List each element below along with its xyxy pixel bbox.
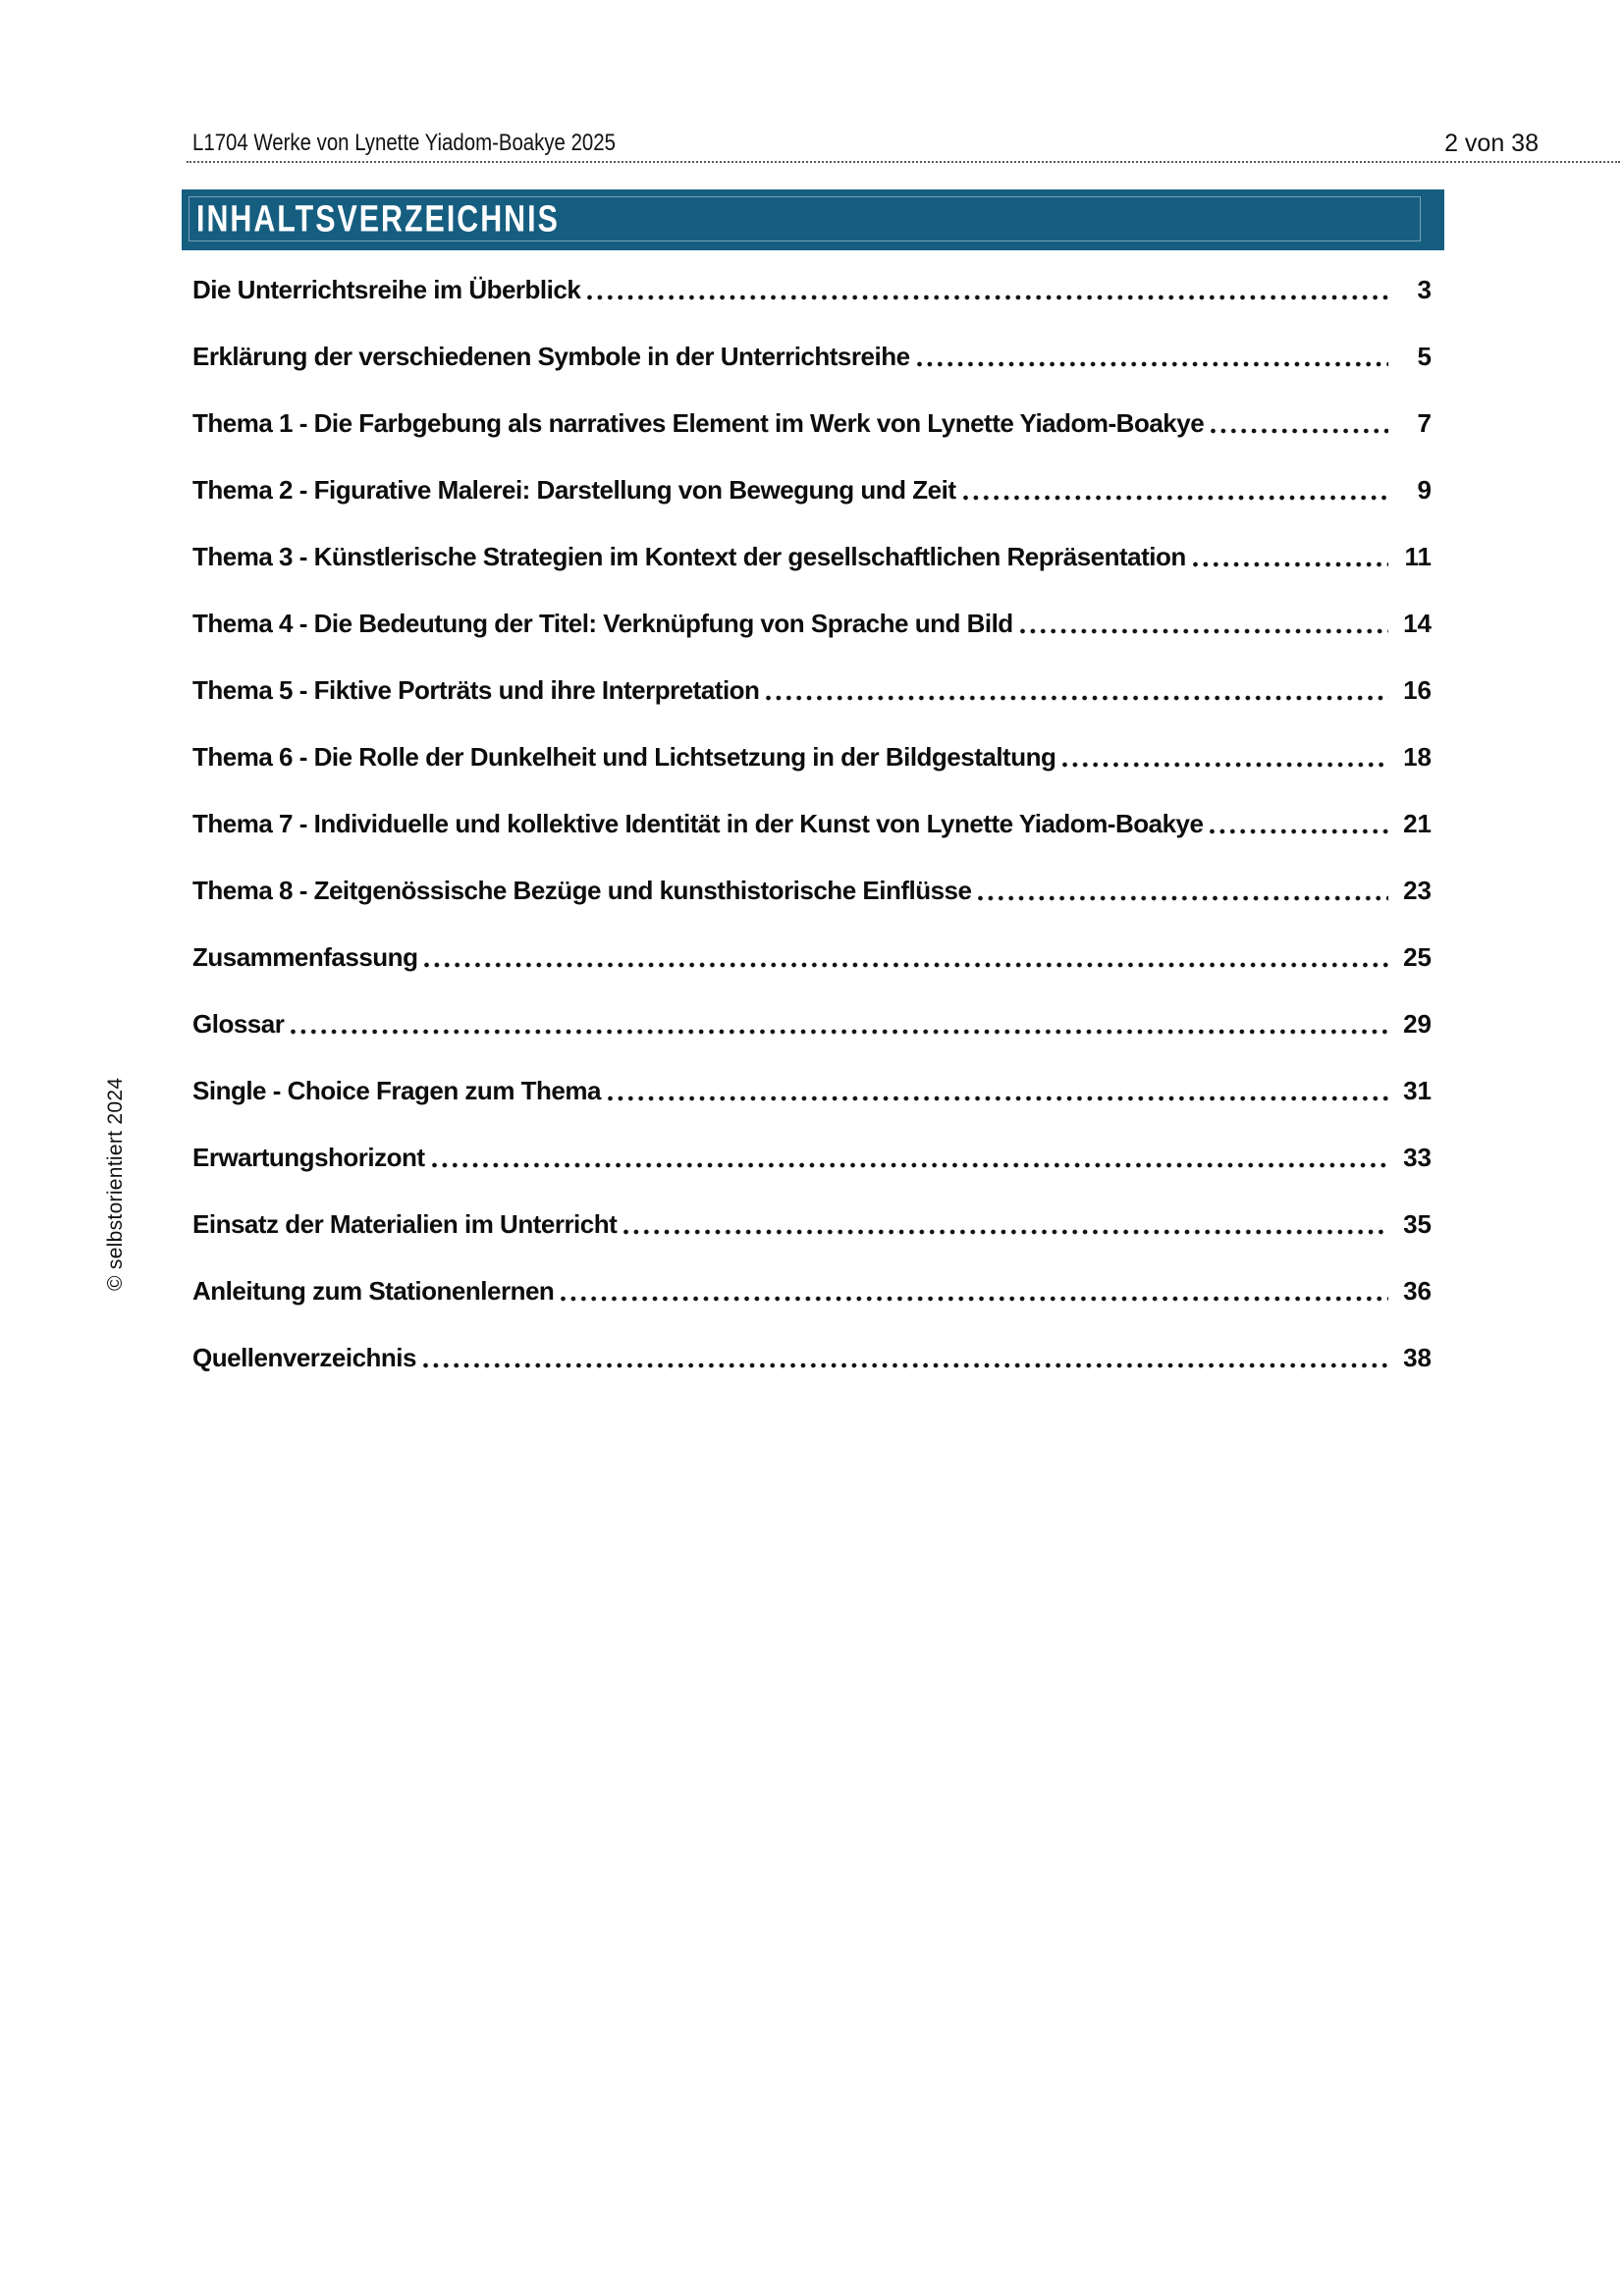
toc-entry-label: Thema 5 - Fiktive Porträts und ihre Interpretation — [192, 675, 760, 705]
toc-entry-page: 36 — [1403, 1276, 1432, 1306]
toc-entry[interactable] — [192, 340, 1432, 373]
toc-entry-page: 14 — [1403, 609, 1432, 638]
toc-entry-label: Single - Choice Fragen zum Thema — [192, 1076, 601, 1105]
toc-entry-page: 3 — [1417, 275, 1432, 304]
toc-entry[interactable] — [192, 607, 1432, 640]
header-doc-code: L1704 Werke von Lynette Yiadom-Boakye 2025 — [192, 130, 616, 156]
toc-entry-page: 16 — [1403, 675, 1432, 705]
toc-entry-label: Quellenverzeichnis — [192, 1343, 416, 1372]
toc-dotted-leader — [1210, 828, 1388, 834]
toc-entry-label: Glossar — [192, 1009, 285, 1039]
toc-dotted-leader — [1062, 762, 1388, 768]
toc-entry[interactable] — [192, 1007, 1432, 1041]
copyright-note: © selbstorientiert 2024 — [104, 1077, 127, 1291]
toc-entry-label: Thema 4 - Die Bedeutung der Titel: Verknüpfung von Sprache und Bild — [192, 609, 1013, 638]
toc-entry-label: Thema 8 - Zeitgenössische Bezüge und kunsthistorische Einflüsse — [192, 876, 972, 905]
toc-entry-page: 31 — [1403, 1076, 1432, 1105]
toc-entry[interactable] — [192, 406, 1432, 440]
toc-entry[interactable] — [192, 807, 1432, 840]
toc-entry-label: Thema 6 - Die Rolle der Dunkelheit und Lichtsetzung in der Bildgestaltung — [192, 742, 1056, 772]
toc-dotted-leader — [766, 695, 1388, 701]
toc-entry-page: 35 — [1403, 1209, 1432, 1239]
toc-entry-page: 5 — [1417, 342, 1432, 371]
toc-entry-page: 18 — [1403, 742, 1432, 772]
toc-entry-page: 11 — [1404, 542, 1432, 571]
toc-entry-label: Zusammenfassung — [192, 942, 418, 972]
toc-entry[interactable] — [192, 1341, 1432, 1374]
toc-entry-label: Thema 2 - Figurative Malerei: Darstellung von Bewegung und Zeit — [192, 475, 956, 505]
toc-dotted-leader — [1211, 428, 1388, 434]
toc-entry-label: Erwartungshorizont — [192, 1143, 425, 1172]
toc-dotted-leader — [608, 1095, 1388, 1101]
toc-entry-page: 33 — [1403, 1143, 1432, 1172]
toc-entry[interactable] — [192, 1274, 1432, 1308]
toc-dotted-leader — [1020, 628, 1388, 634]
toc-dotted-leader — [587, 294, 1388, 300]
toc-entry[interactable] — [192, 740, 1432, 774]
toc-dotted-leader — [1193, 561, 1388, 567]
toc-entry[interactable] — [192, 673, 1432, 707]
table-of-contents — [192, 273, 1432, 1374]
toc-entry[interactable] — [192, 273, 1432, 306]
toc-entry[interactable] — [192, 1074, 1432, 1107]
toc-entry-page: 21 — [1403, 809, 1432, 838]
toc-entry[interactable] — [192, 473, 1432, 507]
toc-entry-page: 7 — [1417, 408, 1432, 438]
toc-entry-page: 25 — [1403, 942, 1432, 972]
toc-entry-label: Die Unterrichtsreihe im Überblick — [192, 275, 581, 304]
toc-entry-page: 23 — [1403, 876, 1432, 905]
toc-entry-page: 9 — [1417, 475, 1432, 505]
toc-dotted-leader — [561, 1296, 1388, 1302]
toc-entry-label: Erklärung der verschiedenen Symbole in der Unterrichtsreihe — [192, 342, 910, 371]
toc-dotted-leader — [291, 1029, 1388, 1035]
toc-entry-page: 29 — [1403, 1009, 1432, 1039]
toc-entry[interactable] — [192, 940, 1432, 974]
title-bar — [182, 189, 1444, 250]
toc-entry[interactable] — [192, 1141, 1432, 1174]
toc-entry-label: Anleitung zum Stationenlernen — [192, 1276, 555, 1306]
toc-dotted-leader — [432, 1162, 1388, 1168]
toc-dotted-leader — [423, 1362, 1388, 1368]
toc-dotted-leader — [623, 1229, 1388, 1235]
toc-entry-label: Thema 7 - Individuelle und kollektive Identität in der Kunst von Lynette Yiadom-Boakye — [192, 809, 1204, 838]
toc-dotted-leader — [424, 962, 1388, 968]
toc-entry[interactable] — [192, 1207, 1432, 1241]
toc-entry[interactable] — [192, 540, 1432, 573]
toc-entry-label: Einsatz der Materialien im Unterricht — [192, 1209, 618, 1239]
toc-dotted-leader — [917, 361, 1388, 367]
toc-entry[interactable] — [192, 874, 1432, 907]
toc-entry-label: Thema 3 - Künstlerische Strategien im Kontext der gesellschaftlichen Repräsentation — [192, 542, 1186, 571]
toc-dotted-leader — [963, 495, 1388, 501]
toc-dotted-leader — [978, 895, 1388, 901]
toc-entry-label: Thema 1 - Die Farbgebung als narratives Element im Werk von Lynette Yiadom-Boakye — [192, 408, 1205, 438]
header-divider-rule — [187, 161, 1620, 163]
page-title: INHALTSVERZEICHNIS — [196, 198, 560, 240]
header-page-indicator: 2 von 38 — [1444, 130, 1539, 157]
toc-entry-page: 38 — [1403, 1343, 1432, 1372]
